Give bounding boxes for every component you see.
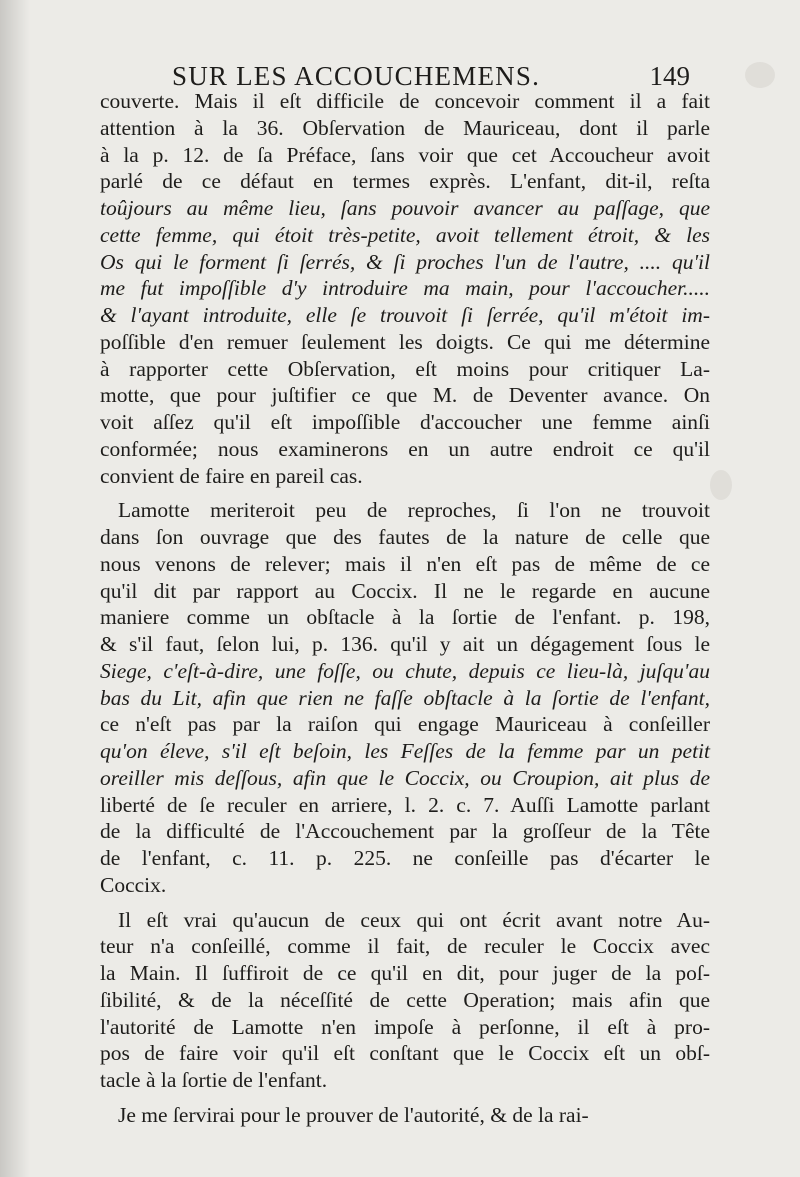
text-line: liberté de ſe reculer en arriere, l. 2. c. 7. Auſſi Lamotte parlant (100, 792, 710, 817)
body-text (100, 88, 710, 1129)
text-line: poſſible d'en remuer ſeulement les doigts. Ce qui me détermine (100, 329, 710, 354)
text-line: nous venons de relever; mais il n'en eſt pas de même de ce (100, 551, 710, 576)
text-line: Lamotte meriteroit peu de reproches, ſi l'on ne trouvoit (118, 498, 710, 523)
text-line: attention à la 36. Obſervation de Mauriceau, dont il parle (100, 115, 710, 140)
paragraph (100, 88, 710, 489)
text-line: cette femme, qui étoit très-petite, avoit tellement étroit, & les (100, 222, 710, 247)
text-line: & l'ayant introduite, elle ſe trouvoit ſi ſerrée, qu'il m'étoit im- (100, 303, 710, 327)
text-line: conformée; nous examinerons en un autre endroit ce qu'il (100, 436, 710, 461)
text-line: la Main. Il ſuffiroit de ce qu'il en dit, pour juger de la poſ- (100, 961, 710, 985)
text-line: convient de faire en pareil cas. (100, 463, 363, 488)
text-line: Je me ſervirai pour le prouver de l'autorité, & de la rai- (118, 1102, 589, 1127)
running-title: SUR LES ACCOUCHEMENS. (172, 61, 541, 91)
page-number: 149 (649, 61, 690, 91)
text-line: l'autorité de Lamotte n'en impoſe à perſonne, il eſt à pro- (100, 1014, 710, 1039)
text-line: maniere comme un obſtacle à la ſortie de l'enfant. p. 198, (100, 605, 710, 630)
text-line: parlé de ce défaut en termes exprès. L'enfant, dit-il, reſta (100, 169, 710, 194)
paper-stain (710, 470, 732, 500)
text-line: toûjours au même lieu, ſans pouvoir avancer au paſſage, que (100, 196, 710, 220)
text-line: teur n'a conſeillé, comme il fait, de reculer le Coccix avec (100, 934, 710, 959)
text-line: motte, que pour juſtifier ce que M. de Deventer avance. On (100, 383, 710, 408)
text-line: & s'il faut, ſelon lui, p. 136. qu'il y ait un dégagement ſous le (100, 632, 710, 656)
text-line: pos de faire voir qu'il eſt conſtant que le Coccix eſt un obſ- (100, 1041, 710, 1066)
paragraph (100, 907, 710, 1094)
text-line: dans ſon ouvrage que des fautes de la nature de celle que (100, 525, 710, 549)
text-line: de la difficulté de l'Accouchement par la groſſeur de la Tête (100, 819, 710, 844)
text-line: Il eſt vrai qu'aucun de ceux qui ont écrit avant notre Au- (118, 907, 710, 932)
text-line: ce n'eſt pas par la raiſon qui engage Mauriceau à conſeiller (100, 712, 710, 737)
text-line: voit aſſez qu'il eſt impoſſible d'accoucher une femme ainſi (100, 410, 710, 434)
text-line: oreiller mis deſſous, afin que le Coccix, ou Croupion, ait plus de (100, 765, 710, 790)
paper-stain (745, 62, 775, 88)
text-line: qu'on éleve, s'il eſt beſoin, les Feſſes de la femme par un petit (100, 739, 710, 763)
paragraph (100, 1102, 710, 1129)
text-line: qu'il dit par rapport au Coccix. Il ne le regarde en aucune (100, 578, 710, 603)
text-line: couverte. Mais il eſt difficile de concevoir comment il a fait (100, 89, 710, 113)
text-line: à la p. 12. de ſa Préface, ſans voir que cet Accoucheur avoit (100, 142, 710, 167)
paragraph (100, 497, 710, 898)
text-line: Siege, c'eſt-à-dire, une foſſe, ou chute, depuis ce lieu-là, juſqu'au (100, 658, 710, 683)
text-line: ſibilité, & de la néceſſité de cette Operation; mais afin que (100, 987, 710, 1012)
text-line: me fut impoſſible d'y introduire ma main, pour l'accoucher..... (100, 276, 710, 301)
text-line: tacle à la ſortie de l'enfant. (100, 1068, 328, 1092)
text-line: de l'enfant, c. 11. p. 225. ne conſeille pas d'écarter le (100, 846, 710, 870)
text-line: Os qui le forment ſi ſerrés, & ſi proches l'un de l'autre, .... qu'il (100, 249, 710, 274)
text-line: Coccix. (100, 872, 167, 897)
text-line: à rapporter cette Obſervation, eſt moins pour critiquer La- (100, 356, 710, 381)
text-line: bas du Lit, afin que rien ne faſſe obſtacle à la ſortie de l'enfant, (100, 685, 710, 710)
